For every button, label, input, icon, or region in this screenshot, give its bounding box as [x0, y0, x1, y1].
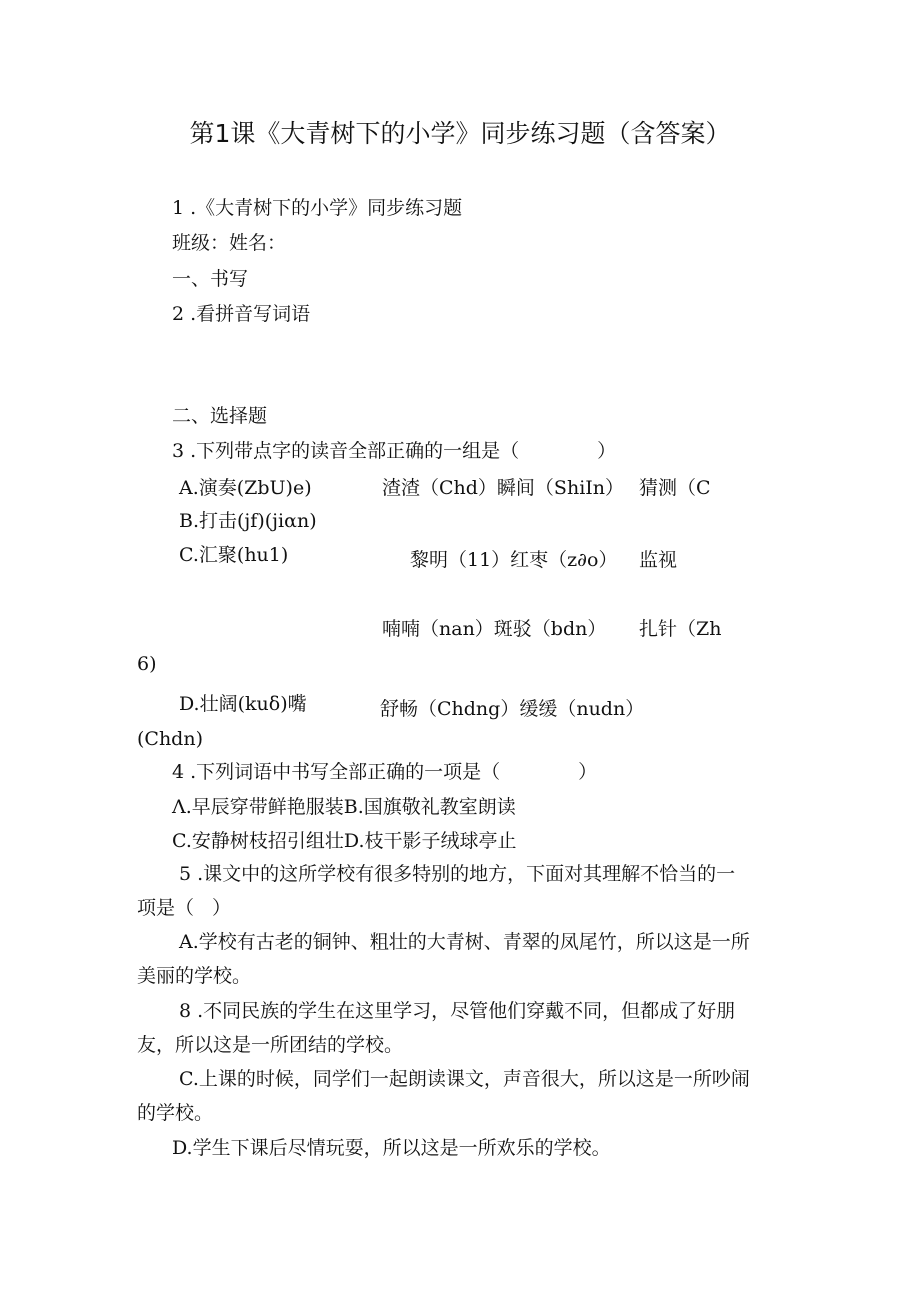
- question-2: 2 .看拼音写词语: [172, 303, 311, 325]
- q3-option-c-right: 监视: [639, 549, 678, 571]
- q3-option-a-mid: 渣渣（Chd）瞬间（ShiIn）: [382, 477, 625, 499]
- q3-option-b: B.打击(jf)(jiαn): [179, 510, 317, 532]
- q3-option-a-right: 猜测（C: [639, 477, 711, 499]
- q5-option-c-line1: C.上课的时候，同学们一起朗读课文，声音很大，所以这是一所吵闹: [179, 1068, 750, 1090]
- q3-option-d-mid: 舒畅（Chdng）缓缓（nudn）: [380, 698, 645, 720]
- q5-option-d: D.学生下课后尽情玩耍，所以这是一所欢乐的学校。: [172, 1137, 611, 1159]
- worksheet-heading: 1 .《大青树下的小学》同步练习题: [172, 197, 463, 219]
- question-5-close: ）: [212, 897, 232, 919]
- q5-option-a-line2: 美丽的学校。: [137, 965, 252, 987]
- q4-options-cd: C.安静树枝招引组壮D.枝干影子绒球亭止: [172, 830, 517, 852]
- q3-option-d-left: D.壮阔(kuδ)嘴: [179, 693, 307, 715]
- q4-options-ab: Λ.早辰穿带鲜艳服装B.国旗敬礼教室朗读: [172, 796, 516, 818]
- q5-option-c-line2: 的学校。: [137, 1102, 214, 1124]
- section-choice: 二、选择题: [172, 405, 268, 427]
- class-name-line: 班级：姓名：: [172, 232, 287, 254]
- question-5-text: 项是（: [137, 897, 195, 919]
- q3-row-right: 扎针（Zh: [639, 618, 722, 640]
- section-writing: 一、书写: [172, 268, 249, 290]
- q3-option-c-left: C.汇聚(hu1): [179, 544, 289, 566]
- q5-option-b-line1: 8 .不同民族的学生在这里学习，尽管他们穿戴不同，但都成了好朋: [179, 1000, 736, 1022]
- q5-option-a-line1: A.学校有古老的铜钟、粗壮的大青树、青翠的凤尾竹，所以这是一所: [179, 931, 750, 953]
- q3-option-a-left: A.演奏(ZbU)e): [179, 477, 312, 499]
- q3-option-d-continued: (Chdn): [137, 728, 203, 750]
- question-5-stem-line1: 5 .课文中的这所学校有很多特别的地方，下面对其理解不恰当的一: [179, 863, 736, 885]
- question-3-text: 3 .下列带点字的读音全部正确的一组是（: [172, 440, 520, 462]
- q5-option-b-line2: 友，所以这是一所团结的学校。: [137, 1034, 404, 1056]
- question-4-text: 4 .下列词语中书写全部正确的一项是（: [172, 761, 501, 783]
- q3-option-c-mid: 黎明（11）红枣（z∂o）: [410, 549, 618, 571]
- q3-row-continued: 6): [137, 653, 157, 675]
- document-title: 第1课《大青树下的小学》同步练习题（含答案）: [189, 119, 731, 148]
- question-3-stem: [172, 439, 616, 463]
- question-4-stem: [172, 760, 597, 784]
- question-3-close: ）: [597, 440, 617, 462]
- q3-row-mid: 喃喃（nan）斑驳（bdn）: [382, 618, 607, 640]
- question-4-close: ）: [578, 761, 598, 783]
- question-5-stem-line2: [137, 896, 231, 920]
